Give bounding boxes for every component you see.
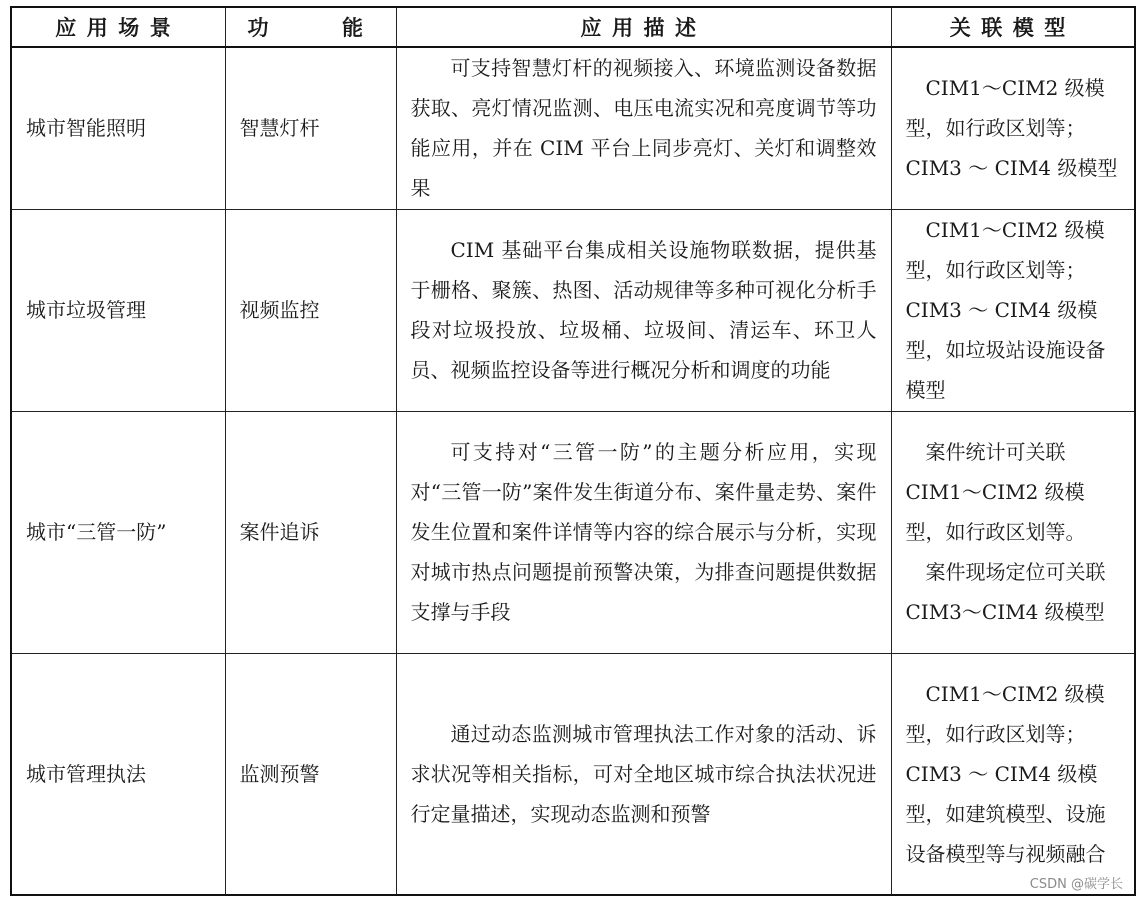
- model-text: 案件现场定位可关联 CIM3～CIM4 级模型: [905, 560, 1106, 624]
- table-row: [11, 47, 1135, 209]
- function-cell: 智慧灯杆: [225, 47, 396, 209]
- model-cell: [891, 209, 1135, 411]
- description-text: 通过动态监测城市管理执法工作对象的活动、诉求状况等相关指标，可对全地区城市综合执法状况进行定量描述，实现动态监测和预警: [410, 721, 877, 826]
- description-cell: [396, 47, 891, 209]
- header-scene: 应用场景: [11, 7, 225, 47]
- model-cell: [891, 47, 1135, 209]
- header-function: 功 能: [225, 7, 396, 47]
- scene-cell: 城市智能照明: [11, 47, 225, 209]
- function-cell: 视频监控: [225, 209, 396, 411]
- description-cell: [396, 653, 891, 895]
- watermark: CSDN @碳学长: [1029, 877, 1123, 892]
- description-text: 可支持智慧灯杆的视频接入、环境监测设备数据获取、亮灯情况监测、电压电流实况和亮度调节等功能应用，并在 CIM 平台上同步亮灯、关灯和调整效果: [410, 56, 877, 201]
- description-text: CIM 基础平台集成相关设施物联数据，提供基于栅格、聚簇、热图、活动规律等多种可视化分析手段对垃圾投放、垃圾桶、垃圾间、清运车、环卫人员、视频监控设备等进行概况分析和调度的功能: [410, 238, 877, 382]
- model-text: 案件统计可关联 CIM1～CIM2 级模型，如行政区划等。: [905, 440, 1086, 544]
- description-cell: [396, 411, 891, 653]
- model-cell: [891, 411, 1135, 653]
- application-table: [10, 6, 1136, 896]
- header-row: [11, 7, 1135, 47]
- table-row: [11, 209, 1135, 411]
- scene-cell: 城市“三管一防”: [11, 411, 225, 653]
- function-cell: 监测预警: [225, 653, 396, 895]
- model-text: CIM1～CIM2 级模型，如行政区划等； CIM3 ～ CIM4 级模型: [905, 76, 1118, 181]
- table-row: [11, 653, 1135, 895]
- model-text: CIM1～CIM2 级模型，如行政区划等； CIM3 ～ CIM4 级模型，如垃圾站设施设备模型: [905, 218, 1106, 402]
- description-cell: [396, 209, 891, 411]
- model-text: CIM1～CIM2 级模型，如行政区划等； CIM3 ～ CIM4 级模型，如建筑模型、设施设备模型等与视频融合: [905, 681, 1106, 866]
- scene-cell: 城市管理执法: [11, 653, 225, 895]
- function-cell: 案件追诉: [225, 411, 396, 653]
- table-row: [11, 411, 1135, 653]
- scene-cell: 城市垃圾管理: [11, 209, 225, 411]
- header-model: 关联模型: [891, 7, 1135, 47]
- header-description: 应用描述: [396, 7, 891, 47]
- model-cell: [891, 653, 1135, 895]
- description-text: 可支持对“三管一防”的主题分析应用，实现对“三管一防”案件发生街道分布、案件量走势、案件发生位置和案件详情等内容的综合展示与分析，实现对城市热点问题提前预警决策，为排查问题提供数据支撑与手段: [410, 440, 877, 624]
